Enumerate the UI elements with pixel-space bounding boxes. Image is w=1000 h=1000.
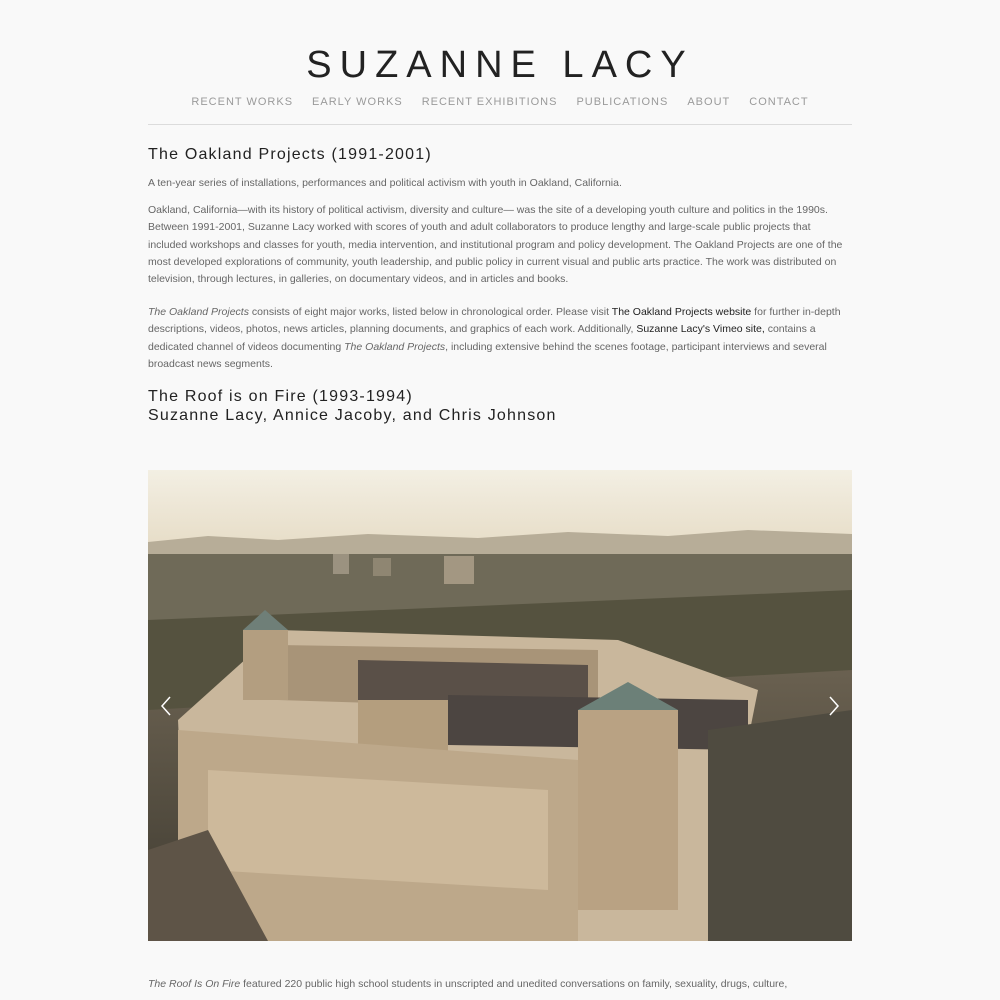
nav-recent-exhibitions[interactable]: RECENT EXHIBITIONS [421, 96, 558, 108]
nav-publications[interactable]: PUBLICATIONS [576, 96, 669, 108]
chevron-right-icon [826, 694, 842, 718]
overview-text-1: consists of eight major works, listed below in chronological order. Please visit [248, 306, 612, 319]
project-name-italic-2: The Oakland Projects [344, 340, 446, 353]
nav-about[interactable]: ABOUT [687, 96, 731, 108]
slideshow-next-button[interactable] [826, 694, 842, 718]
nav-contact[interactable]: CONTACT [749, 96, 809, 108]
chevron-left-icon [158, 694, 174, 718]
slide-image-rooftop-photo [148, 470, 852, 941]
caption-work-title: The Roof Is On Fire [148, 978, 241, 990]
project-description: Oakland, California—with its history of political activism, diversity and culture— was the site of a developing youth culture and politics in the 1990s. Between 1991-2001, Suzanne Lacy worked with scores of youth and adult collaborators to produce lengthy and large-scale public projects that included workshops and classes for youth, media intervention, and institutional program and policy development. The Oakland Projects are one of the most developed explorations of community, youth leadership, and public policy in current visual and public arts practice. The work was distributed on television, through lectures, in galleries, on documentary videos, and in articles and books. [148, 204, 843, 286]
overview-text-2: for further in-depth descriptions, videos, photos, news articles, planning documents, and graphics of each work. Additionally, [148, 306, 841, 336]
main-content [148, 146, 852, 425]
project-title: The Oakland Projects (1991-2001) [148, 146, 432, 163]
site-title[interactable]: SUZANNE LACY [306, 44, 694, 86]
work-title [148, 387, 852, 425]
slideshow-prev-button[interactable] [158, 694, 174, 718]
project-overview [148, 304, 852, 373]
caption-text: featured 220 public high school students in unscripted and unedited conversations on family, sexuality, drugs, culture, [240, 978, 788, 990]
vimeo-site-link[interactable]: Suzanne Lacy's Vimeo site, [636, 323, 765, 336]
work-caption [148, 978, 852, 990]
project-name-italic: The Oakland Projects [148, 306, 249, 319]
header-divider [148, 124, 852, 125]
main-nav [0, 96, 1000, 108]
overview-text-4: , including extensive behind the scenes footage, participant interviews and several broadcast news segments. [148, 340, 827, 370]
image-slideshow[interactable] [148, 470, 852, 941]
nav-recent-works[interactable]: RECENT WORKS [191, 96, 294, 108]
oakland-projects-website-link[interactable]: The Oakland Projects website [611, 306, 752, 319]
work-artists: Suzanne Lacy, Annice Jacoby, and Chris Johnson [148, 407, 557, 425]
work-title-text: The Roof is on Fire (1993-1994) [148, 388, 413, 406]
nav-early-works[interactable]: EARLY WORKS [312, 96, 403, 108]
overview-text-3: contains a dedicated channel of videos documenting [148, 323, 816, 353]
project-lede: A ten-year series of installations, performances and political activism with youth in Oakland, California. [148, 177, 622, 189]
